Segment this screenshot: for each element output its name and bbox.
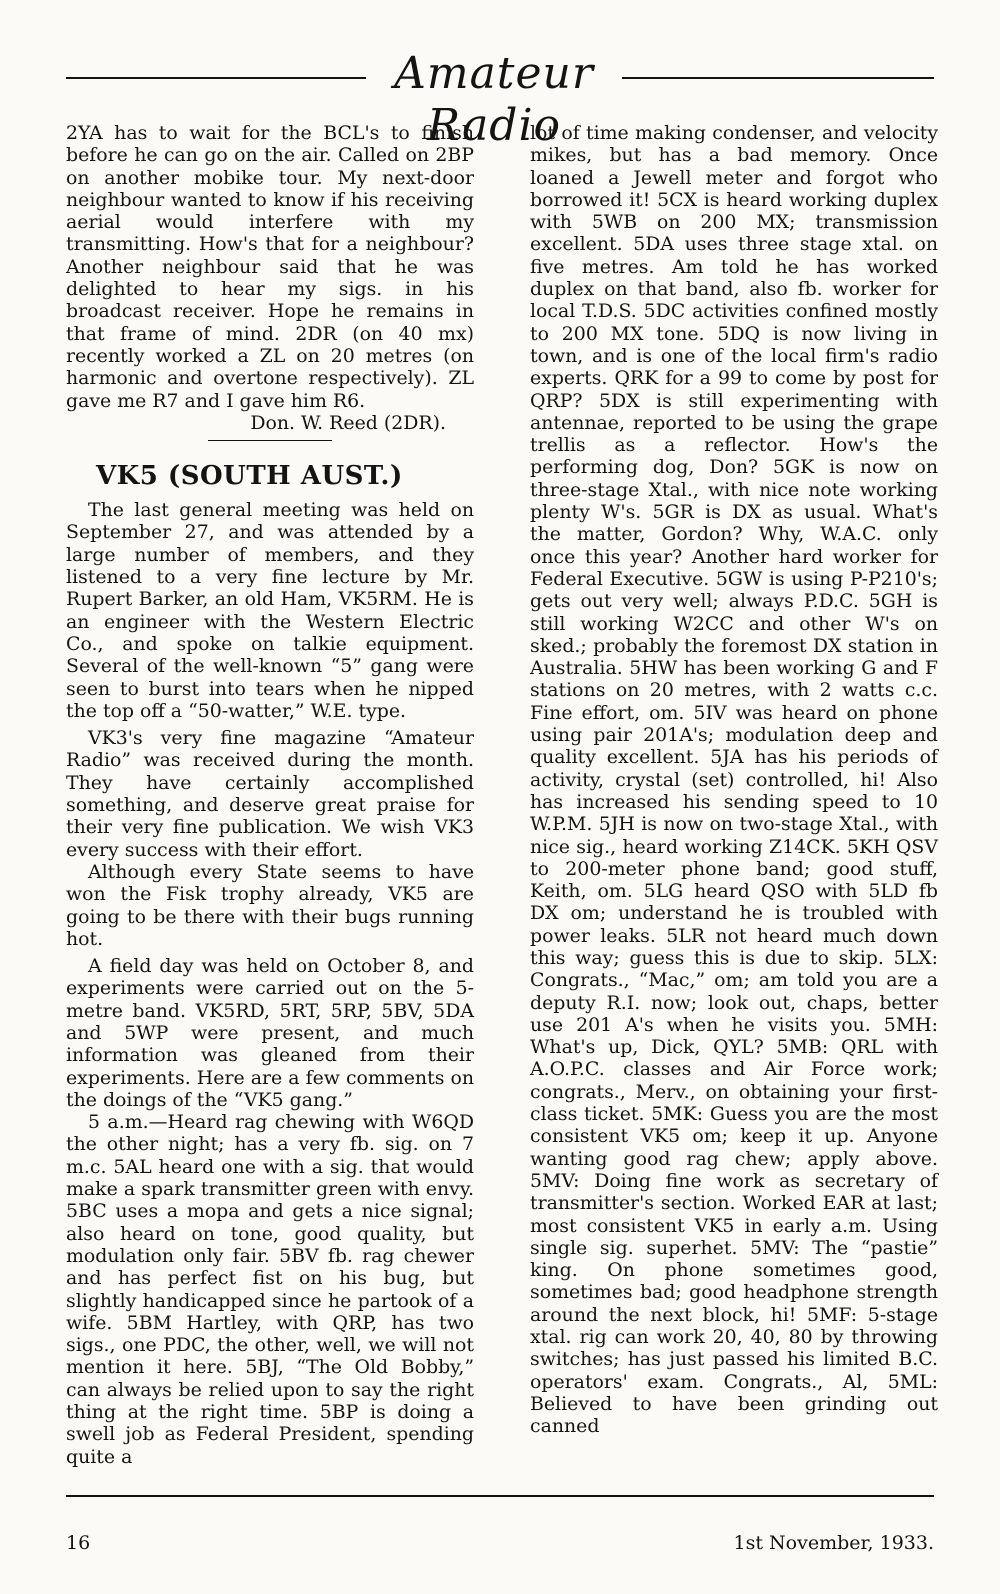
signature: Don. W. Reed (2DR). [250,411,446,434]
masthead-rule-right [622,77,934,79]
section-divider [208,440,332,441]
paragraph: The last general meeting was held on September 27, and was attended by a large number of members, and they listened to a very fine lecture by Mr. Rupert Barker, an old Ham, VK5RM. He is an engineer with the Western Electric Co., and spoke on talkie equipment. Several of the well-known “5” gang were seen to burst into tears when he nipped the top off a “50-watter,” W.E. type. [66,499,474,722]
footer [66,1530,934,1558]
issue-date: 1st November, 1933. [733,1532,934,1554]
left-column [66,122,474,1468]
page-number: 16 [66,1532,91,1554]
paragraph: A field day was held on October 8, and experiments were carried out on the 5-metre band. VK5RD, 5RT, 5RP, 5BV, 5DA and 5WP were present, and much information was gleaned from their experiments. Here are a few comments on the doings of the “VK5 gang.” [66,955,474,1111]
masthead [66,44,934,151]
paragraph: VK3's very fine magazine “Amateur Radio” was received during the month. They have certainly accomplished something, and deserve great praise for their very fine publication. We wish VK3 every success with their effort. [66,727,474,861]
continued-paragraph: lot of time making condenser, and velocity mikes, but has a bad memory. Once loaned a Jewell meter and forgot who borrowed it! 5CX is heard working duplex with 5WB on 200 MX; transmission excellent. 5DA uses three stage xtal. on five metres. Am told he has worked duplex on that band, also fb. worker for local T.D.S. 5DC activities confined mostly to 200 MX tone. 5DQ is now living in town, and is one of the local firm's radio experts. QRK for a 99 to come by post for QRP? 5DX is still experimenting with antennae, reported to be using the grape trellis as a reflector. How's the performing dog, Don? 5GK is now on three-stage Xtal., with nice note working plenty W's. 5GR is DX as usual. What's the matter, Gordon? Why, W.A.C. only once this year? Another hard worker for Federal Executive. 5GW is using P-P210's; gets out very well; always P.D.C. 5GH is still working W2CC and other W's on sked.; probably the foremost DX station in Australia. 5HW has been working G and F stations on 20 metres, with 2 watts c.c. Fine effort, om. 5IV was heard on phone using pair 201A's; modulation deep and quality excellent. 5JA has his periods of activity, crystal (set) controlled, hi! Also has increased his sending speed to 10 W.P.M. 5JH is now on two-stage Xtal., with nice sig., heard working Z14CK. 5KH QSV to 200-meter phone band; good stuff, Keith, om. 5LG heard QSO with 5LD fb DX om; understand he is troubled with power leaks. 5LR not heard much down this way; guess this is due to skip. 5LX: Congrats., “Mac,” om; am told you are a deputy R.I. now; look out, chaps, better use 201 A's when he visits you. 5MH: What's up, Dick, QYL? 5MB: QRL with A.O.P.C. classes and Air Force work; congrats., Merv., on obtaining your first-class ticket. 5MK: Guess you are the most consistent VK5 om; keep it up. Anyone wanting good rag chew; apply above. 5MV: Doing fine work as secretary of transmitter's section. Worked EAR at last; most consistent VK5 in early a.m. Using single sig. superhet. 5MV: The “pastie” king. On phone sometimes good, sometimes bad; good headphone strength around the next block, hi! 5MF: 5-stage xtal. rig can work 20, 40, 80 by throwing switches; has just passed his limited B.C. operators' exam. Congrats., Al, 5ML: Believed to have been grinding out canned [530,122,938,1438]
paragraph: Although every State seems to have won the Fisk trophy already, VK5 are going to be there with their bugs running hot. [66,860,474,950]
masthead-rule-left [66,77,366,79]
masthead-title: Amateur Radio [394,48,594,151]
section-heading: VK5 (SOUTH AUST.) [96,461,403,492]
intro-paragraph: 2YA has to wait for the BCL's to finish before he can go on the air. Called on 2BP on another mobike tour. My next-door neighbour wanted to know if his receiving aerial would interfere with my transmitting. How's that for a neighbour? Another neighbour said that he was delighted to hear my sigs. in his broadcast receiver. Hope he remains in that frame of mind. 2DR (on 40 mx) recently worked a ZL on 20 metres (on harmonic and overtone respectively). ZL gave me R7 and I gave him R6. [66,122,474,412]
paragraph: 5 a.m.—Heard rag chewing with W6QD the other night; has a very fb. sig. on 7 m.c. 5AL heard one with a sig. that would make a spark transmitter green with envy. 5BC uses a mopa and gets a nice signal; also heard on tone, good quality, but modulation only fair. 5BV fb. rag chewer and has perfect fist on his bug, but slightly handicapped since he partook of a wife. 5BM Hartley, with QRP, has two sigs., one PDC, the other, well, we will not mention it here. 5BJ, “The Old Bobby,” can always be relied upon to say the right thing at the right time. 5BP is doing a swell job as Federal President, spending quite a [66,1111,474,1468]
bottom-rule [66,1495,934,1497]
right-column [530,122,938,1438]
